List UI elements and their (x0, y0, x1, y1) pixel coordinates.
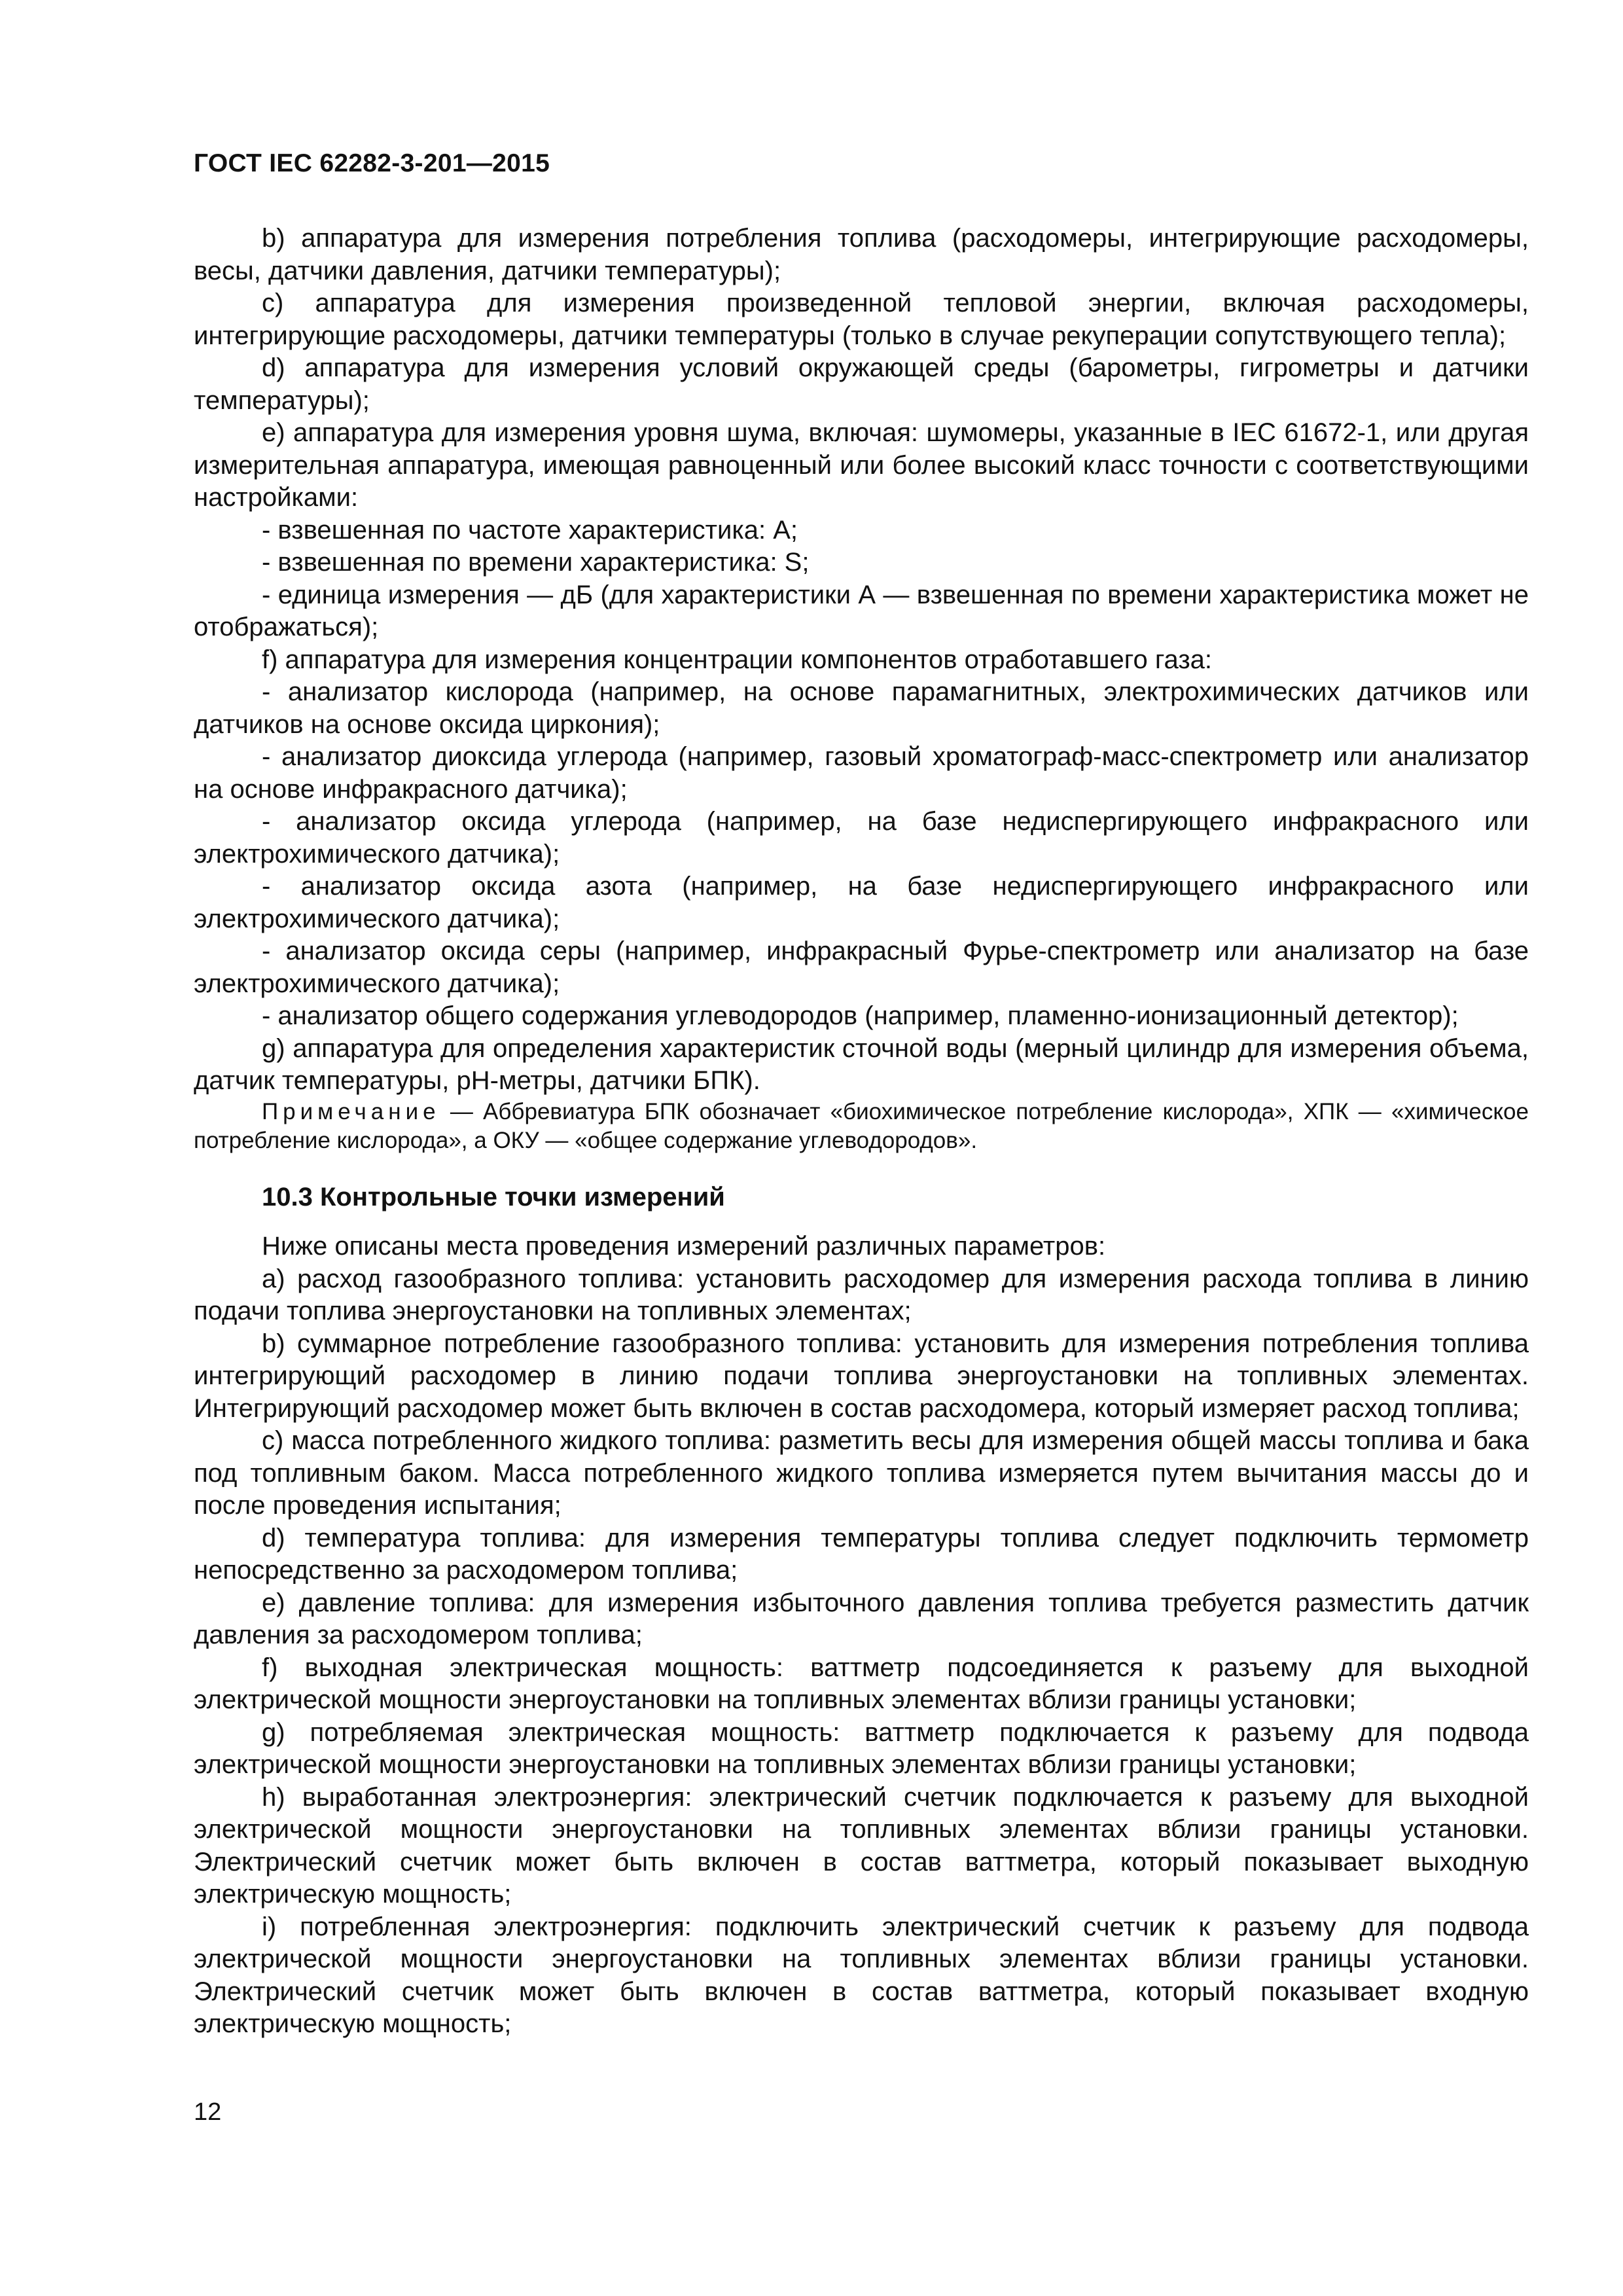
list-item: i) потребленная электроэнергия: подключить электрический счетчик к разъему для подвода электрической мощности энергоустановки на топливных элементах вблизи границы установки. Электрический счетчик может быть включен в состав ваттметра, который показывает входную электрическую мощность; (194, 1912, 1529, 2038)
list-item: - анализатор оксида серы (например, инфракрасный Фурье-спектрометр или анализатор на базе электрохимического датчика); (194, 937, 1529, 998)
list-item: - анализатор оксида азота (например, на базе недиспергирующего инфракрасного или электрохимического датчика); (194, 872, 1529, 933)
list-item: d) температура топлива: для измерения температуры топлива следует подключить термометр непосредственно за расходомером топлива; (194, 1523, 1529, 1585)
note-label: Примечание (262, 1098, 440, 1124)
note-paragraph (194, 1098, 1529, 1155)
list-item: a) расход газообразного топлива: установить расходомер для измерения расхода топлива в линию подачи топлива энергоустановки на топливных элементах; (194, 1264, 1529, 1325)
list-item: h) выработанная электроэнергия: электрический счетчик подключается к разъему для выходной электрической мощности энергоустановки на топливных элементах вблизи границы установки. Электрический счетчик может быть включен в состав ваттметра, который показывает выходную электрическую мощность; (194, 1782, 1529, 1909)
document-body (194, 223, 1529, 2041)
page-number: 12 (194, 2098, 222, 2126)
list-item: f) аппаратура для измерения концентрации компонентов отработавшего газа: (262, 645, 1213, 674)
document-header: ГОСТ IEC 62282-3-201—2015 (194, 149, 550, 177)
list-item: Ниже описаны места проведения измерений различных параметров: (262, 1232, 1106, 1261)
document-page (194, 0, 1529, 2296)
list-item: - анализатор кислорода (например, на основе парамагнитных, электрохимических датчиков или датчиков на основе оксида циркония); (194, 677, 1529, 739)
list-item: b) суммарное потребление газообразного топлива: установить для измерения потребления топлива интегрирующий расходомер в линию подачи топлива энергоустановки на топливных элементах. Интегрирующий расходомер может быть включен в состав расходомера, который измеряет расход топлива; (194, 1329, 1529, 1423)
list-item: f) выходная электрическая мощность: ваттметр подсоединяется к разъему для выходной электрической мощности энергоустановки на топливных элементах вблизи границы установки; (194, 1653, 1529, 1714)
list-item: - анализатор диоксида углерода (например, газовый хроматограф-масс-спектрометр или анализатор на основе инфракрасного датчика); (194, 742, 1529, 804)
list-item: c) масса потребленного жидкого топлива: разметить весы для измерения общей массы топлива и бака под топливным баком. Масса потребленного жидкого топлива измеряется путем вычитания массы до и после проведения испытания; (194, 1426, 1529, 1520)
list-item: b) аппаратура для измерения потребления топлива (расходомеры, интегрирующие расходомеры, весы, датчики давления, датчики температуры); (194, 224, 1529, 285)
list-item: g) потребляемая электрическая мощность: ваттметр подключается к разъему для подвода электрической мощности энергоустановки на топливных элементах вблизи границы установки; (194, 1717, 1529, 1779)
list-item: - анализатор общего содержания углеводородов (например, пламенно-ионизационный детектор); (262, 1001, 1459, 1030)
note-text: — Аббревиатура БПК обозначает «биохимическое потребление кислорода», ХПК — «химическое потребление кислорода», а ОКУ — «общее содержание углеводородов». (194, 1098, 1529, 1153)
equipment-list (194, 223, 1529, 1098)
list-item: g) аппаратура для определения характеристик сточной воды (мерный цилиндр для измерения объема, датчик температуры, pH-метры, датчики БПК). (194, 1033, 1529, 1095)
measurement-points-list (194, 1230, 1529, 2041)
list-item: - взвешенная по времени характеристика: S; (262, 548, 810, 577)
list-item: e) давление топлива: для измерения избыточного давления топлива требуется разместить датчик давления за расходомером топлива; (194, 1588, 1529, 1649)
list-item: e) аппаратура для измерения уровня шума, включая: шумомеры, указанные в IEC 61672-1, или другая измерительная аппаратура, имеющая равноценный или более высокий класс точности с соответствующими настройками: (194, 418, 1529, 512)
list-item: c) аппаратура для измерения произведенной тепловой энергии, включая расходомеры, интегрирующие расходомеры, датчики температуры (только в случае рекуперации сопутствующего тепла); (194, 289, 1529, 350)
section-heading: 10.3 Контрольные точки измерений (262, 1182, 725, 1211)
list-item: - взвешенная по частоте характеристика: А; (262, 515, 798, 545)
list-item: - единица измерения — дБ (для характеристики А — взвешенная по времени характеристика может не отображаться); (194, 580, 1529, 641)
list-item: - анализатор оксида углерода (например, на базе недиспергирующего инфракрасного или электрохимического датчика); (194, 807, 1529, 869)
list-item: d) аппаратура для измерения условий окружающей среды (барометры, гигрометры и датчики температуры); (194, 353, 1529, 415)
